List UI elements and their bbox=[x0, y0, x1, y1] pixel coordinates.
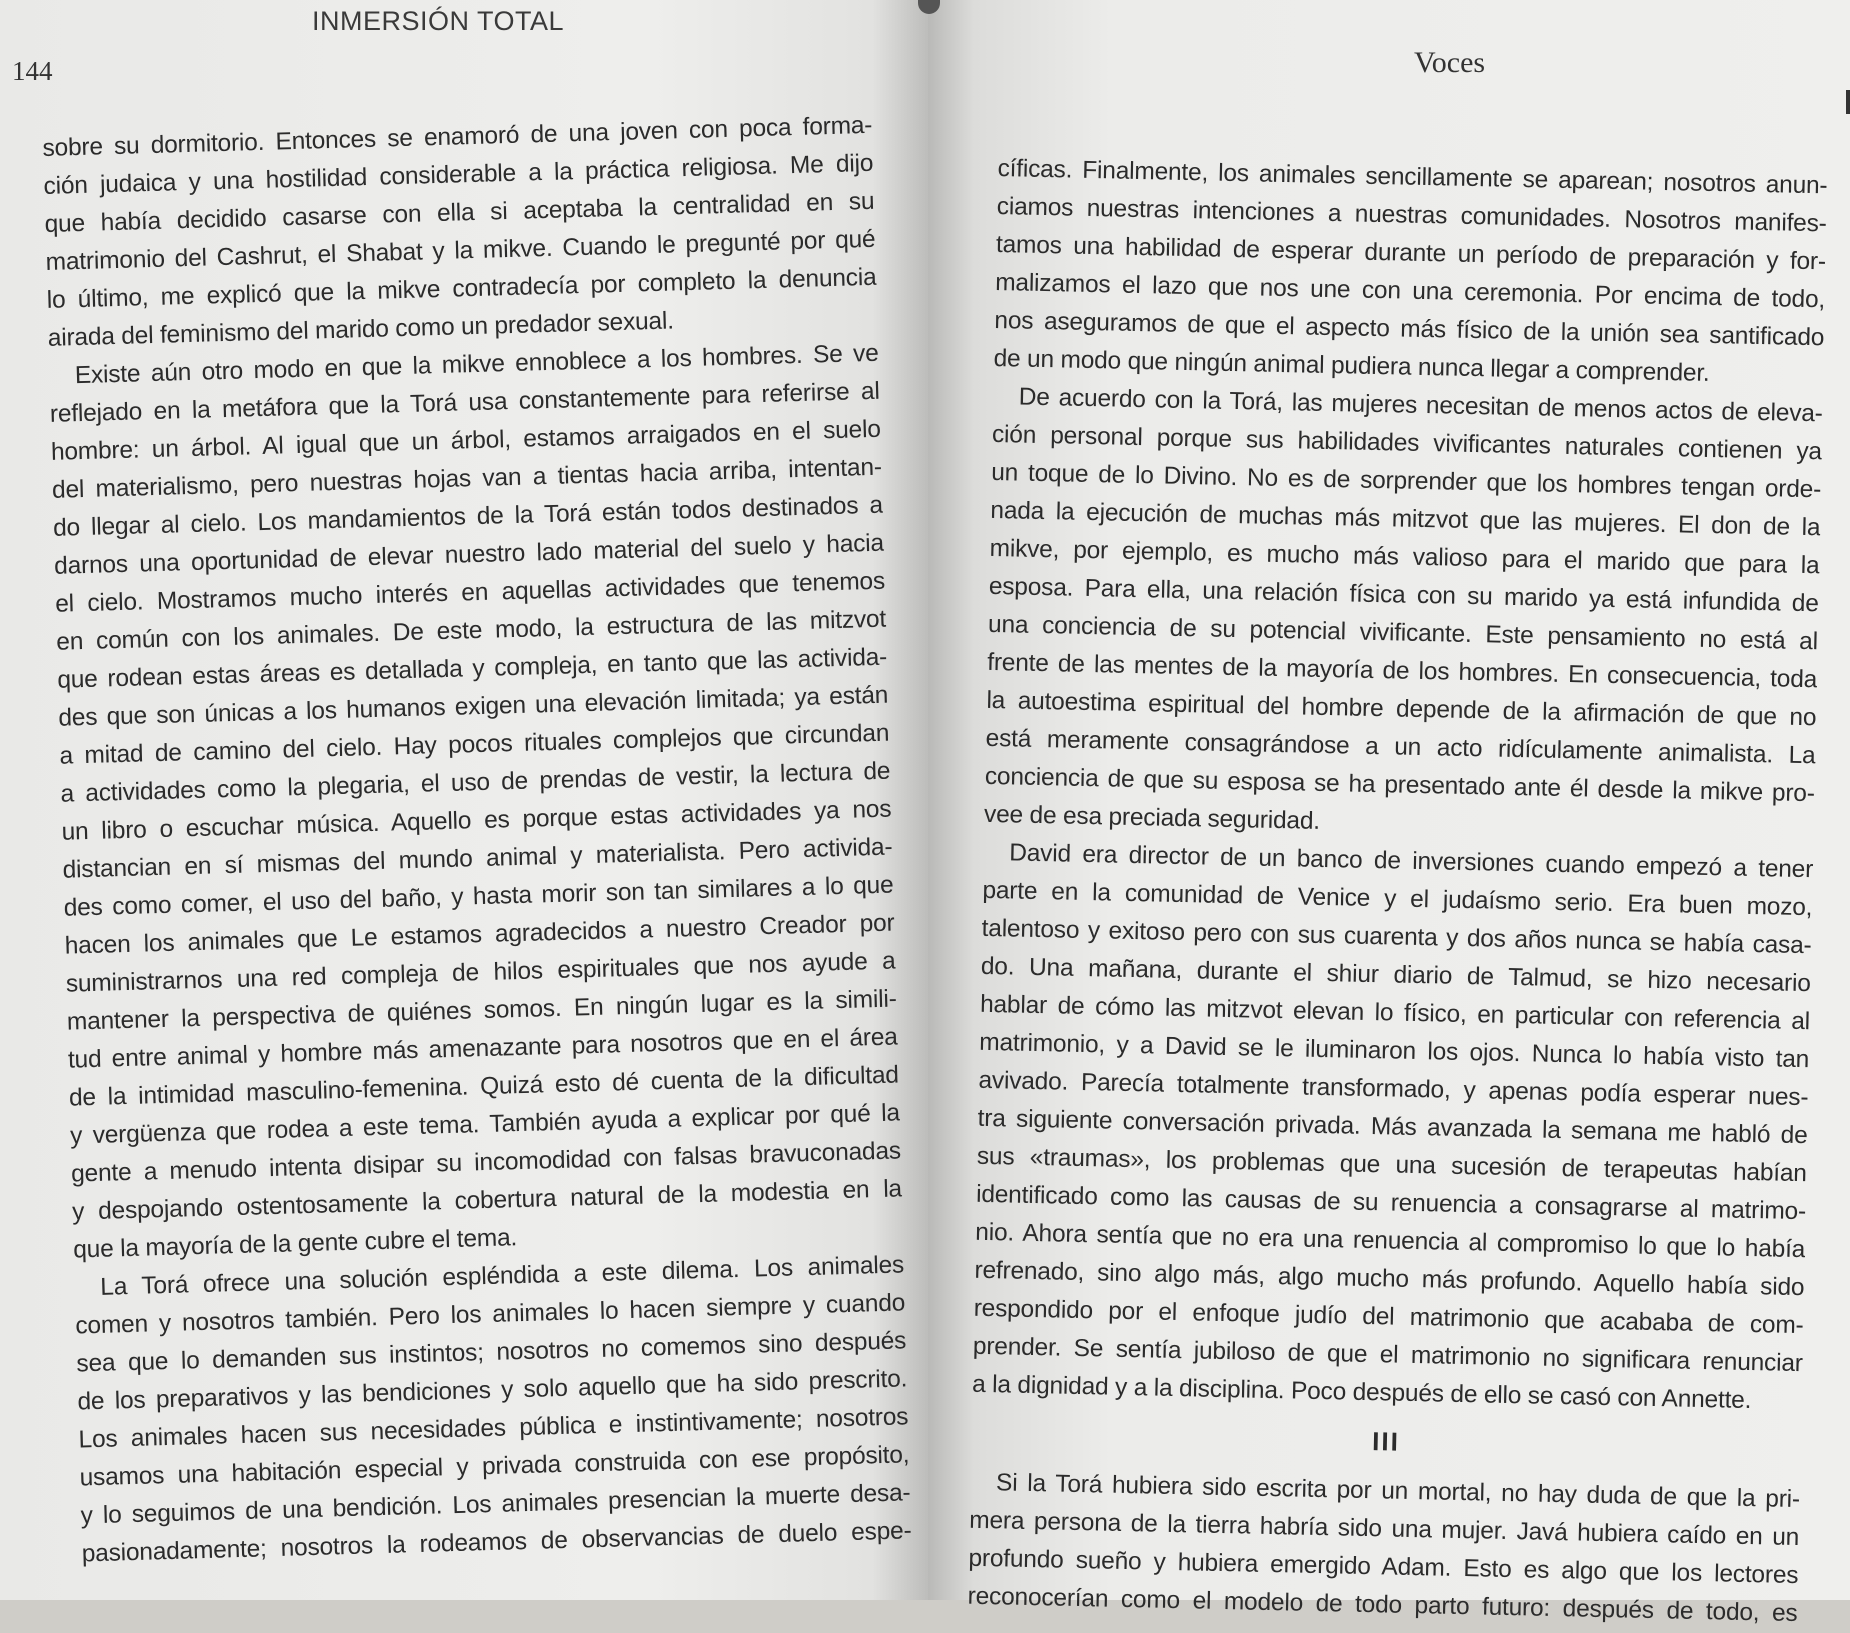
text-line: de un modo que ningún animal pudiera nunca llegar a comprender. bbox=[993, 344, 1710, 387]
left-page bbox=[0, 0, 928, 1600]
text-line: La Torá ofrece una solución espléndida a este dilema. Los animales bbox=[99, 1251, 905, 1301]
text-line: conciencia de que su esposa se ha presentado ante él desde la mikve pro- bbox=[984, 762, 1815, 808]
text-line: a actividades como la plegaria, el uso de prendas de vestir, la lectura de bbox=[60, 757, 891, 808]
text-line: nio. Ahora sentía que no era una renuencia al compromiso lo que lo había bbox=[975, 1218, 1806, 1264]
text-line: respondido por el enfoque judío del matrimonio que acababa de com- bbox=[973, 1294, 1804, 1340]
text-line: y vergüenza que rodea a este tema. También ayuda a explicar por qué la bbox=[69, 1099, 901, 1150]
text-line: des como comer, el uso del baño, y hasta morir son tan similares a lo que bbox=[63, 871, 894, 922]
text-line: esposa. Para ella, una relación física con su marido ya está infundida de bbox=[988, 572, 1819, 618]
text-line: hacen los animales que Le estamos agradecidos a nuestro Creador por bbox=[64, 909, 895, 960]
text-line: identificado como las causas de su renuencia a consagrarse al matrimo- bbox=[975, 1180, 1807, 1226]
text-line: matrimonio del Cashrut, el Shabat y la mikve. Cuando le pregunté por qué bbox=[45, 225, 876, 276]
text-line: talentoso y exitoso pero con sus cuarenta y dos años nunca se había casa- bbox=[981, 914, 1812, 960]
text-line: que rodean estas áreas es detallada y compleja, en tanto que las activida- bbox=[56, 643, 888, 694]
text-line: un toque de lo Divino. No es de sorprender que los hombres tengan orde- bbox=[990, 458, 1822, 504]
text-line: reconocerían como el modelo de todo parto futuro: después de todo, es bbox=[967, 1582, 1798, 1628]
text-line: refrenado, sino algo más, algo mucho más profundo. Aquello había sido bbox=[974, 1256, 1805, 1302]
text-line: suministrarnos una red compleja de hilos espirituales que nos ayude a bbox=[65, 947, 896, 998]
text-line: usamos una habitación especial y privada construida con ese propósito, bbox=[79, 1441, 910, 1492]
text-line: el cielo. Mostramos mucho interés en aquellas actividades que tenemos bbox=[54, 567, 886, 618]
left-page-text bbox=[42, 107, 912, 1574]
text-line: sus «traumas», los problemas que una sucesión de terapeutas habían bbox=[976, 1142, 1808, 1188]
text-line: De acuerdo con la Torá, las mujeres necesitan de menos actos de eleva- bbox=[1018, 383, 1823, 428]
text-line: profundo sueño y hubiera emergido Adam. Esto es algo que los lectores bbox=[968, 1544, 1799, 1590]
text-line: que había decidido casarse con ella si aceptaba la centralidad en su bbox=[44, 187, 875, 238]
text-line: ción judaica y una hostilidad considerable a la práctica religiosa. Me dijo bbox=[43, 149, 874, 200]
text-line: Si la Torá hubiera sido escrita por un mortal, no hay duda de que la pri- bbox=[995, 1469, 1801, 1514]
text-line: mikve, por ejemplo, es mucho más valioso para el marido que para la bbox=[989, 534, 1820, 580]
text-line: Los animales hacen sus necesidades pública e instintivamente; nosotros bbox=[78, 1403, 909, 1454]
running-head-right: Voces bbox=[1414, 46, 1486, 79]
right-page-text bbox=[967, 150, 1828, 1633]
text-line: nos aseguramos de que el aspecto más físico de la unión sea santificado bbox=[994, 306, 1825, 352]
text-line: frente de las mentes de la mayoría de los hombres. En consecuencia, toda bbox=[986, 648, 1818, 694]
text-line: des que son únicas a los humanos exigen una elevación limitada; ya están bbox=[58, 681, 889, 732]
text-line: vee de esa preciada seguridad. bbox=[983, 800, 1321, 835]
text-line: cíficas. Finalmente, los animales sencillamente se aparean; nosotros anun- bbox=[997, 154, 1828, 200]
text-line: matrimonio, y a David se le iluminaron los ojos. Nunca lo había visto tan bbox=[979, 1028, 1810, 1074]
text-line: del materialismo, pero nuestras hojas van a tientas hacia arriba, intentan- bbox=[51, 453, 883, 504]
text-line: prender. Se sentía jubiloso de que el matrimonio no significara renunciar bbox=[972, 1332, 1804, 1378]
page-number: 144 bbox=[12, 56, 53, 86]
text-line: hombre: un árbol. Al igual que un árbol, estamos arraigados en el suelo bbox=[50, 415, 882, 466]
text-line: nada la ejecución de muchas más mitzvot que las mujeres. El don de la bbox=[990, 496, 1821, 542]
text-line: a mitad de camino del cielo. Hay pocos rituales complejos que circundan bbox=[59, 719, 890, 770]
text-line: reflejado en la metáfora que la Torá usa constantemente para referirse al bbox=[49, 377, 880, 428]
text-line: lo último, me explicó que la mikve contradecía por completo la denuncia bbox=[46, 263, 877, 314]
text-line: sobre su dormitorio. Entonces se enamoró de una joven con poca forma- bbox=[42, 111, 873, 162]
text-line: comen y nosotros también. Pero los animales lo hacen siempre y cuando bbox=[75, 1289, 906, 1340]
text-line: está meramente consagrándose a un acto ridículamente animalista. La bbox=[985, 724, 1816, 770]
text-line: Existe aún otro modo en que la mikve ennoblece a los hombres. Se ve bbox=[74, 339, 879, 390]
text-line: de la intimidad masculino-femenina. Quizá esto dé cuenta de la dificultad bbox=[68, 1061, 900, 1112]
text-line: tamos una habilidad de esperar durante un período de preparación y for- bbox=[995, 230, 1827, 276]
text-line: darnos una oportunidad de elevar nuestro lado material del suelo y hacia bbox=[53, 529, 885, 580]
text-line: David era director de un banco de inversiones cuando empezó a tener bbox=[1008, 839, 1814, 884]
text-line: gente a menudo intenta disipar su incomodidad con falsas bravuconadas bbox=[70, 1137, 902, 1188]
text-line: sea que lo demanden sus instintos; nosotros no comemos sino después bbox=[76, 1327, 907, 1378]
text-line: do. Una mañana, durante el shiur diario de Talmud, se hizo necesario bbox=[980, 952, 1812, 998]
text-line: distancian en sí mismas del mundo animal y materialista. Pero activida- bbox=[62, 833, 893, 884]
text-line: en común con los animales. De este modo, la estructura de las mitzvot bbox=[55, 605, 887, 656]
text-line: un libro o escuchar música. Aquello es porque estas actividades ya nos bbox=[61, 795, 892, 846]
text-line: pasionadamente; nosotros la rodeamos de observancias de duelo espe- bbox=[81, 1517, 912, 1568]
text-line: do llegar al cielo. Los mandamientos de la Torá están todos destinados a bbox=[52, 491, 884, 542]
text-line: y lo seguimos de una bendición. Los animales presencian la muerte desa- bbox=[80, 1479, 911, 1530]
text-line: ciamos nuestras intenciones a nuestras comunidades. Nosotros manifes- bbox=[996, 192, 1827, 238]
text-line: tud entre animal y hombre más amenazante para nosotros que en el área bbox=[67, 1023, 899, 1074]
page-edge-mark bbox=[1846, 90, 1850, 114]
text-line: hablar de cómo las mitzvot elevan lo físico, en particular con referencia al bbox=[979, 990, 1811, 1036]
running-head-left: INMERSIÓN TOTAL bbox=[312, 6, 565, 36]
text-line: airada del feminismo del marido como un predador sexual. bbox=[47, 307, 675, 352]
text-line: de los preparativos y las bendiciones y solo aquello que ha sido prescrito. bbox=[77, 1365, 908, 1416]
right-page bbox=[928, 0, 1850, 1628]
text-line: y despojando ostentosamente la cobertura natural de la modestia en la bbox=[71, 1175, 903, 1226]
section-number: III bbox=[1371, 1426, 1401, 1457]
text-line: la autoestima espiritual del hombre depende de la afirmación de que no bbox=[986, 686, 1817, 732]
text-line: una conciencia de su potencial vivificante. Este pensamiento no está al bbox=[987, 610, 1819, 656]
text-line: tra siguiente conversación privada. Más avanzada la semana me habló de bbox=[977, 1104, 1808, 1150]
text-line: malizamos el lazo que nos une con una ceremonia. Por encima de todo, bbox=[994, 268, 1826, 314]
text-line: mantener la perspectiva de quiénes somos. En ningún lugar es la simili- bbox=[66, 985, 897, 1036]
text-line: ción personal porque sus habilidades vivificantes naturales contienen ya bbox=[991, 420, 1823, 466]
text-line: que la mayoría de la gente cubre el tema. bbox=[72, 1224, 518, 1264]
text-line: a la dignidad y a la disciplina. Poco después de ello se casó con Annette. bbox=[971, 1370, 1752, 1415]
text-line: mera persona de la tierra habría sido una mujer. Javá hubiera caído en un bbox=[969, 1506, 1800, 1552]
text-line: avivado. Parecía totalmente transformado, y apenas podía esperar nues- bbox=[978, 1066, 1809, 1112]
text-line: parte en la comunidad de Venice y el judaísmo serio. Era buen mozo, bbox=[982, 876, 1813, 922]
